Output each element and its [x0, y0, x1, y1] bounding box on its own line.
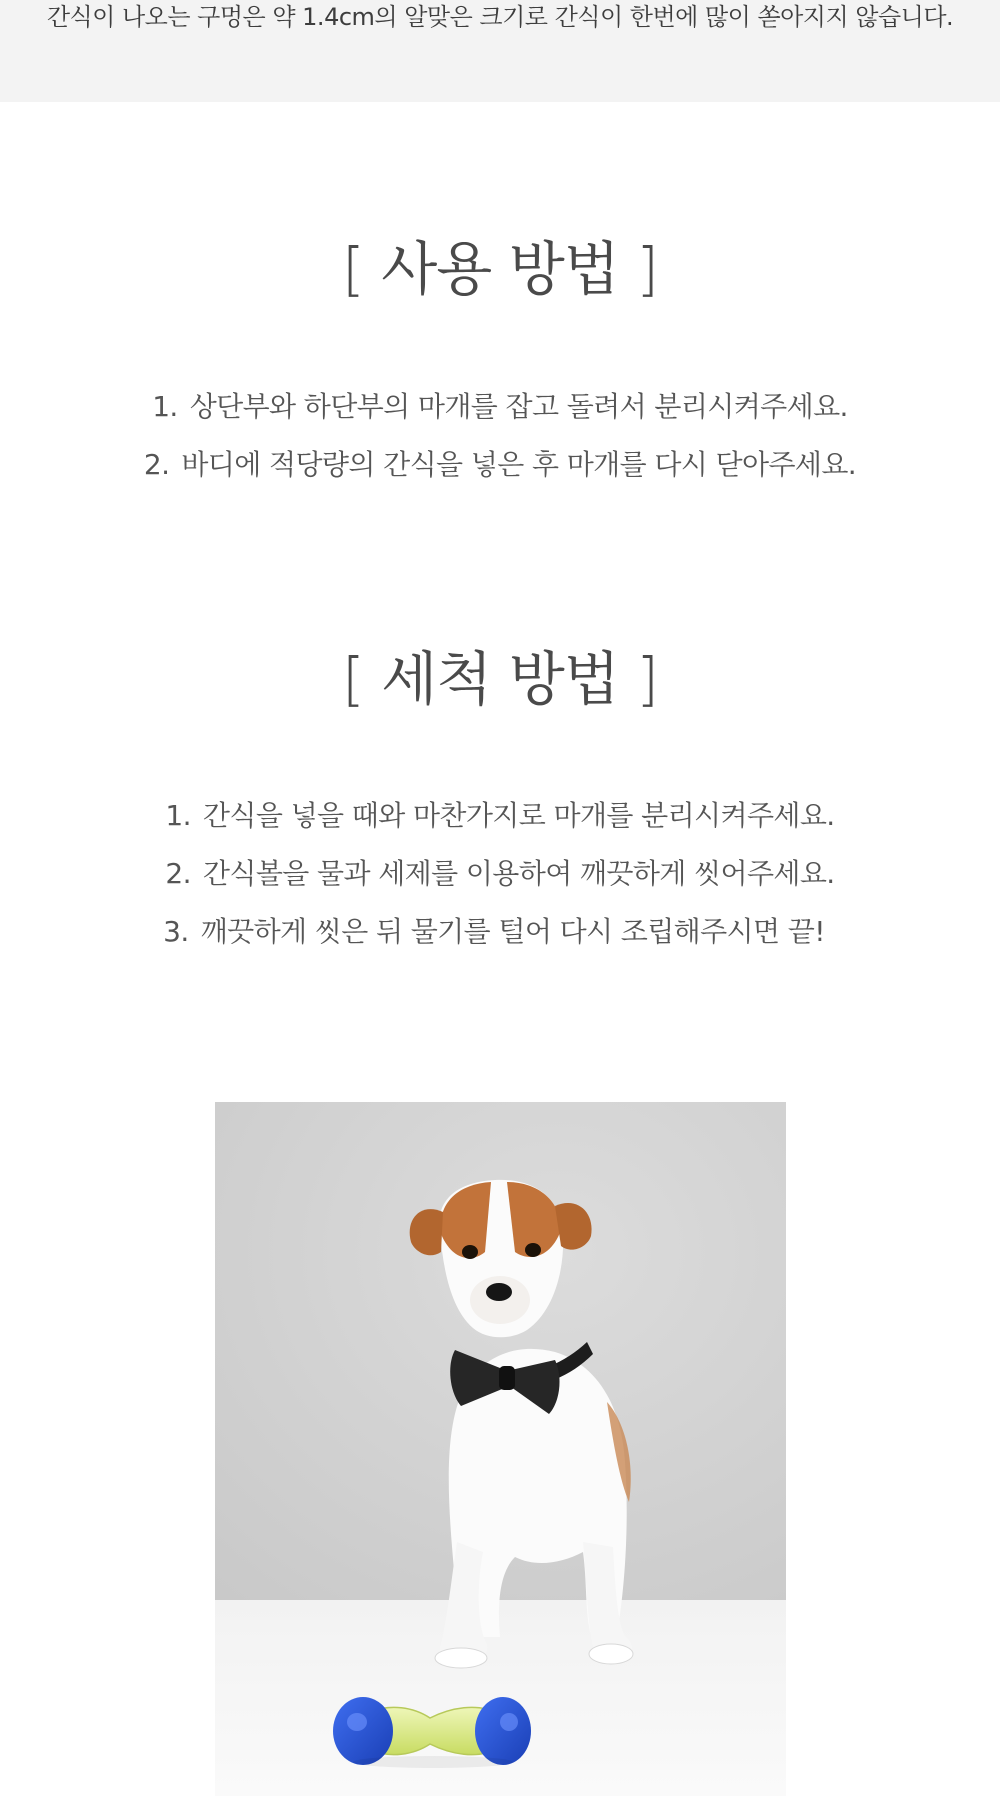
- cleaning-step-1-text: 간식을 넣을 때와 마찬가지로 마개를 분리시켜주세요.: [202, 799, 835, 832]
- product-photo-dog-with-treat-ball: [215, 1102, 786, 1796]
- cleaning-step-2: [0, 845, 1000, 903]
- usage-step-1-text: 상단부와 하단부의 마개를 잡고 돌려서 분리시켜주세요.: [189, 390, 848, 423]
- cleaning-step-1-number: 1.: [165, 799, 191, 832]
- usage-step-1-number: 1.: [152, 390, 178, 423]
- cleaning-steps: [0, 787, 1000, 961]
- usage-title: [ 사용 방법 ]: [342, 235, 658, 303]
- cleaning-step-2-text: 간식볼을 물과 세제를 이용하여 깨끗하게 씻어주세요.: [202, 857, 835, 890]
- cleaning-step-3-text: 깨끗하게 씻은 뒤 물기를 털어 다시 조립해주시면 끝!: [200, 915, 825, 948]
- treat-hole-note: 간식이 나오는 구멍은 약 1.4cm의 알맞은 크기로 간식이 한번에 많이 쏟아지지 않습니다.: [46, 3, 954, 31]
- usage-step-1: [0, 378, 1000, 436]
- cleaning-title: [ 세척 방법 ]: [342, 645, 658, 713]
- cleaning-step-2-number: 2.: [165, 857, 191, 890]
- usage-step-2: [0, 436, 1000, 494]
- usage-steps: [0, 378, 1000, 494]
- cleaning-step-3: [0, 903, 1000, 961]
- cleaning-step-3-number: 3.: [163, 915, 189, 948]
- usage-step-2-text: 바디에 적당량의 간식을 넣은 후 마개를 다시 닫아주세요.: [181, 448, 857, 481]
- usage-step-2-number: 2.: [143, 448, 170, 481]
- cleaning-step-1: [0, 787, 1000, 845]
